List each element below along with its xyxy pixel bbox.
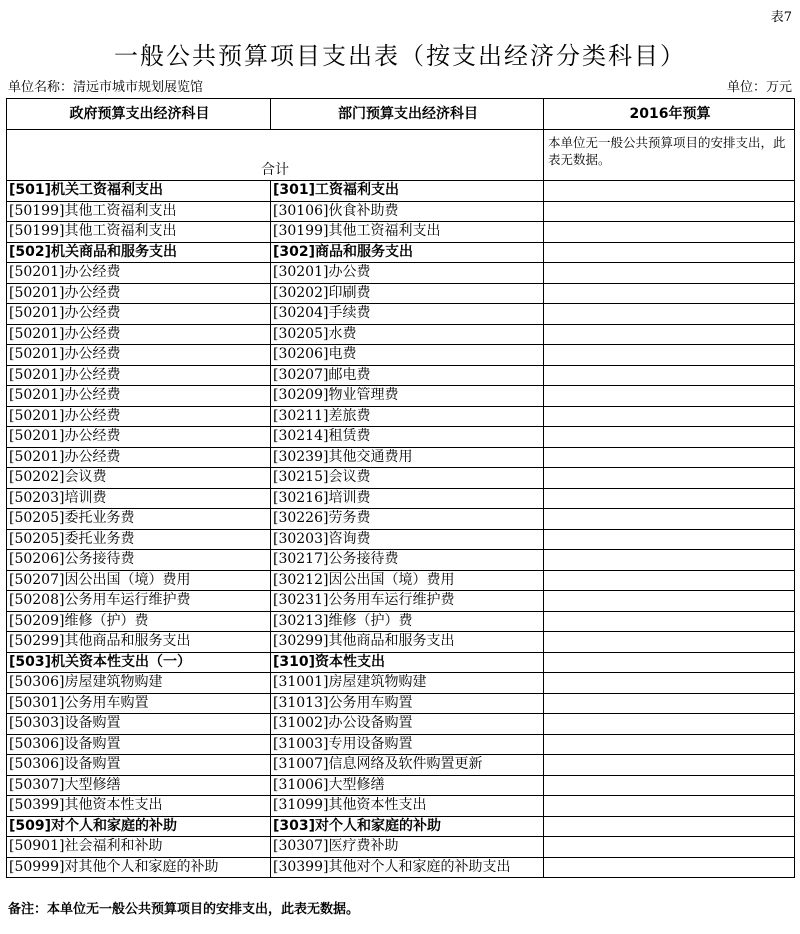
budget-cell (544, 796, 795, 817)
budget-cell (544, 447, 795, 468)
budget-cell (544, 283, 795, 304)
budget-cell (544, 201, 795, 222)
gov-subject-cell: [50999]对其他个人和家庭的补助 (7, 857, 271, 878)
budget-cell (544, 775, 795, 796)
dept-subject-cell: [30106]伙食补助费 (271, 201, 544, 222)
table-row (7, 734, 795, 755)
budget-cell (544, 386, 795, 407)
total-row (7, 130, 795, 181)
page-title: 一般公共预算项目支出表（按支出经济分类科目） (114, 42, 686, 70)
table-row (7, 406, 795, 427)
dept-subject-cell: [30202]印刷费 (271, 283, 544, 304)
dept-subject-cell: [30399]其他对个人和家庭的补助支出 (271, 857, 544, 878)
gov-subject-cell: [50306]设备购置 (7, 734, 271, 755)
table-row (7, 529, 795, 550)
dept-subject-cell: [30212]因公出国（境）费用 (271, 570, 544, 591)
budget-cell (544, 550, 795, 571)
budget-cell (544, 734, 795, 755)
unit-name: 单位名称：清远市城市规划展览馆 (8, 80, 204, 95)
header-budget-2016: 2016年预算 (544, 99, 795, 130)
table-header-row (7, 99, 795, 130)
dept-subject-cell: [310]资本性支出 (271, 652, 544, 673)
gov-subject-cell: [50206]公务接待费 (7, 550, 271, 571)
dept-subject-cell: [30205]水费 (271, 324, 544, 345)
dept-subject-cell: [30231]公务用车运行维护费 (271, 591, 544, 612)
dept-subject-cell: [302]商品和服务支出 (271, 242, 544, 263)
dept-subject-cell: [31001]房屋建筑物购建 (271, 673, 544, 694)
gov-subject-cell: [50201]办公经费 (7, 406, 271, 427)
gov-subject-cell: [50307]大型修缮 (7, 775, 271, 796)
gov-subject-cell: [50201]办公经费 (7, 365, 271, 386)
dept-subject-cell: [30214]租赁费 (271, 427, 544, 448)
table-row (7, 345, 795, 366)
gov-subject-cell: [50901]社会福利和补助 (7, 837, 271, 858)
dept-subject-cell: [31006]大型修缮 (271, 775, 544, 796)
table-row (7, 570, 795, 591)
dept-subject-cell: [30204]手续费 (271, 304, 544, 325)
gov-subject-cell: [50201]办公经费 (7, 447, 271, 468)
dept-subject-cell: [31099]其他资本性支出 (271, 796, 544, 817)
gov-subject-cell: [50201]办公经费 (7, 324, 271, 345)
table-row (7, 673, 795, 694)
budget-cell (544, 529, 795, 550)
budget-cell (544, 181, 795, 202)
dept-subject-cell: [30215]会议费 (271, 468, 544, 489)
gov-subject-cell: [50199]其他工资福利支出 (7, 201, 271, 222)
table-row (7, 283, 795, 304)
gov-subject-cell: [50201]办公经费 (7, 345, 271, 366)
table-row (7, 591, 795, 612)
budget-cell (544, 427, 795, 448)
gov-subject-cell: [50201]办公经费 (7, 427, 271, 448)
budget-cell (544, 509, 795, 530)
category-row (7, 652, 795, 673)
budget-cell (544, 324, 795, 345)
dept-subject-cell: [30203]咨询费 (271, 529, 544, 550)
gov-subject-cell: [50201]办公经费 (7, 263, 271, 284)
header-gov-subject: 政府预算支出经济科目 (7, 99, 271, 130)
budget-cell (544, 488, 795, 509)
table-row (7, 386, 795, 407)
table-row (7, 693, 795, 714)
dept-subject-cell: [30239]其他交通费用 (271, 447, 544, 468)
gov-subject-cell: [50201]办公经费 (7, 304, 271, 325)
gov-subject-cell: [50205]委托业务费 (7, 509, 271, 530)
table-row (7, 755, 795, 776)
table-row (7, 796, 795, 817)
gov-subject-cell: [50303]设备购置 (7, 714, 271, 735)
dept-subject-cell: [30199]其他工资福利支出 (271, 222, 544, 243)
table-row (7, 714, 795, 735)
budget-cell (544, 406, 795, 427)
budget-cell (544, 652, 795, 673)
budget-cell (544, 632, 795, 653)
budget-cell (544, 591, 795, 612)
dept-subject-cell: [30226]劳务费 (271, 509, 544, 530)
category-row (7, 242, 795, 263)
budget-cell (544, 693, 795, 714)
dept-subject-cell: [31003]专用设备购置 (271, 734, 544, 755)
budget-cell (544, 857, 795, 878)
table-row (7, 837, 795, 858)
table-number: 表7 (770, 10, 792, 25)
gov-subject-cell: [50201]办公经费 (7, 386, 271, 407)
gov-subject-cell: [50301]公务用车购置 (7, 693, 271, 714)
budget-cell (544, 365, 795, 386)
total-label: 合计 (7, 130, 544, 181)
table-row (7, 263, 795, 284)
gov-subject-cell: [50299]其他商品和服务支出 (7, 632, 271, 653)
table-row (7, 427, 795, 448)
budget-cell (544, 468, 795, 489)
dept-subject-cell: [30206]电费 (271, 345, 544, 366)
gov-subject-cell: [50306]房屋建筑物购建 (7, 673, 271, 694)
dept-subject-cell: [30209]物业管理费 (271, 386, 544, 407)
dept-subject-cell: [30213]维修（护）费 (271, 611, 544, 632)
gov-subject-cell: [50201]办公经费 (7, 283, 271, 304)
gov-subject-cell: [503]机关资本性支出（一） (7, 652, 271, 673)
table-row (7, 447, 795, 468)
gov-subject-cell: [509]对个人和家庭的补助 (7, 816, 271, 837)
table-row (7, 611, 795, 632)
table-row (7, 324, 795, 345)
category-row (7, 181, 795, 202)
gov-subject-cell: [50205]委托业务费 (7, 529, 271, 550)
table-row (7, 304, 795, 325)
gov-subject-cell: [50208]公务用车运行维护费 (7, 591, 271, 612)
gov-subject-cell: [50209]维修（护）费 (7, 611, 271, 632)
table-row (7, 550, 795, 571)
budget-cell (544, 304, 795, 325)
gov-subject-cell: [50203]培训费 (7, 488, 271, 509)
total-note: 本单位无一般公共预算项目的安排支出，此表无数据。 (544, 130, 795, 181)
gov-subject-cell: [50202]会议费 (7, 468, 271, 489)
dept-subject-cell: [301]工资福利支出 (271, 181, 544, 202)
table-row (7, 222, 795, 243)
dept-subject-cell: [30211]差旅费 (271, 406, 544, 427)
dept-subject-cell: [30201]办公费 (271, 263, 544, 284)
budget-cell (544, 611, 795, 632)
budget-cell (544, 263, 795, 284)
category-row (7, 816, 795, 837)
header-dept-subject: 部门预算支出经济科目 (271, 99, 544, 130)
dept-subject-cell: [303]对个人和家庭的补助 (271, 816, 544, 837)
budget-cell (544, 837, 795, 858)
table-row (7, 488, 795, 509)
unit-info-row (8, 76, 792, 95)
budget-cell (544, 222, 795, 243)
dept-subject-cell: [31002]办公设备购置 (271, 714, 544, 735)
footer-note: 备注：本单位无一般公共预算项目的安排支出，此表无数据。 (8, 902, 360, 917)
gov-subject-cell: [50207]因公出国（境）费用 (7, 570, 271, 591)
budget-cell (544, 714, 795, 735)
unit-measure: 单位：万元 (726, 80, 792, 95)
table-row (7, 509, 795, 530)
budget-cell (544, 673, 795, 694)
budget-cell (544, 242, 795, 263)
table-row (7, 365, 795, 386)
gov-subject-cell: [50199]其他工资福利支出 (7, 222, 271, 243)
budget-cell (544, 345, 795, 366)
table-row (7, 201, 795, 222)
gov-subject-cell: [50306]设备购置 (7, 755, 271, 776)
table-row (7, 468, 795, 489)
dept-subject-cell: [30299]其他商品和服务支出 (271, 632, 544, 653)
dept-subject-cell: [30207]邮电费 (271, 365, 544, 386)
budget-table (6, 98, 795, 878)
budget-cell (544, 816, 795, 837)
gov-subject-cell: [501]机关工资福利支出 (7, 181, 271, 202)
table-row (7, 775, 795, 796)
table-row (7, 632, 795, 653)
gov-subject-cell: [50399]其他资本性支出 (7, 796, 271, 817)
dept-subject-cell: [31007]信息网络及软件购置更新 (271, 755, 544, 776)
budget-cell (544, 755, 795, 776)
budget-cell (544, 570, 795, 591)
dept-subject-cell: [30307]医疗费补助 (271, 837, 544, 858)
dept-subject-cell: [30216]培训费 (271, 488, 544, 509)
dept-subject-cell: [31013]公务用车购置 (271, 693, 544, 714)
gov-subject-cell: [502]机关商品和服务支出 (7, 242, 271, 263)
dept-subject-cell: [30217]公务接待费 (271, 550, 544, 571)
table-row (7, 857, 795, 878)
